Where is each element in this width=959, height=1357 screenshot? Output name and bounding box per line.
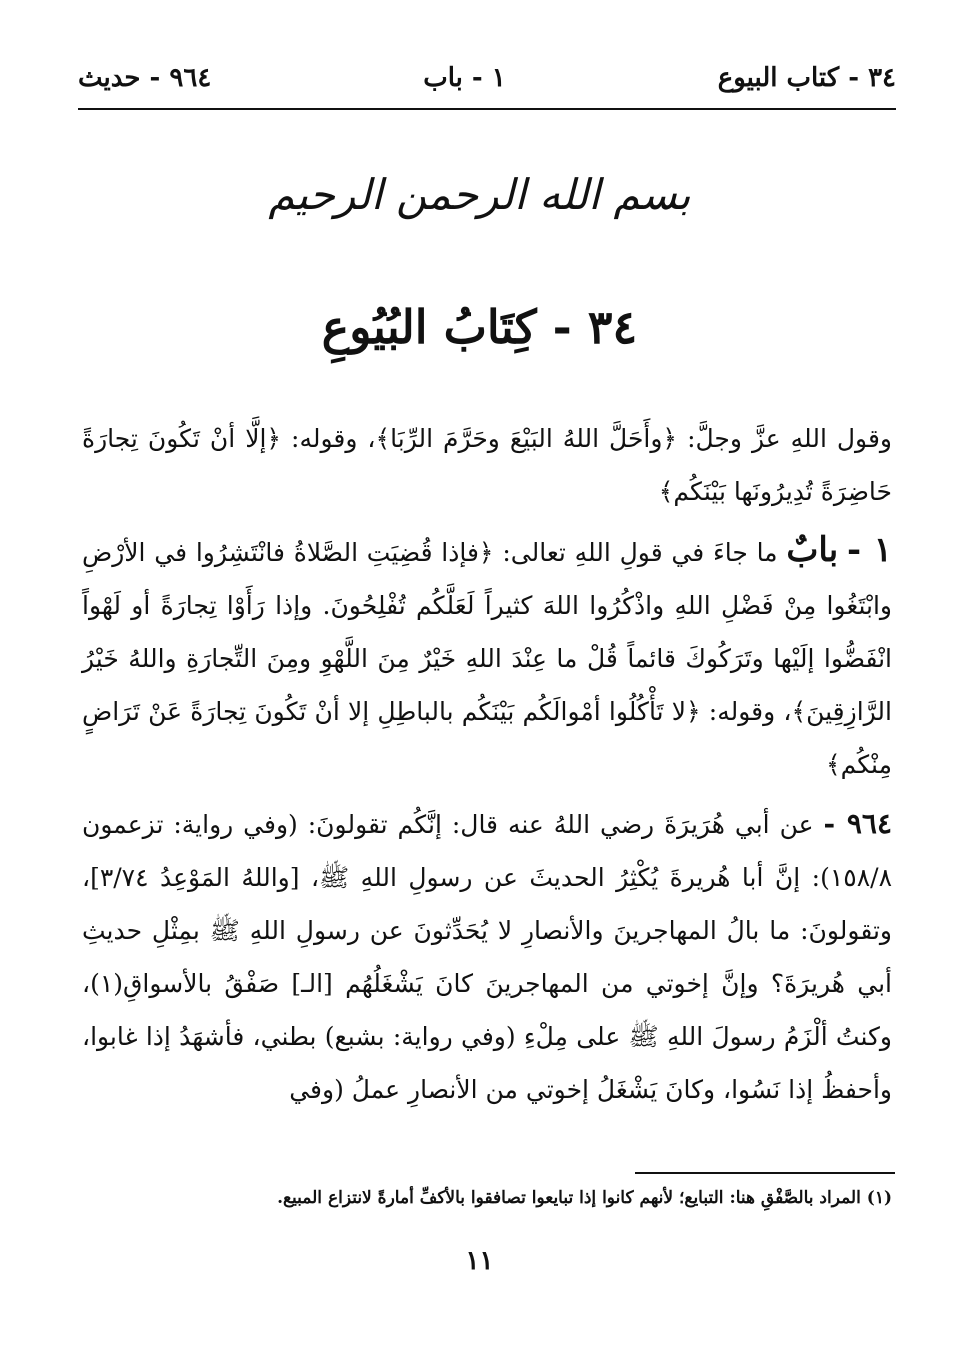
bab-number: ١ -: [846, 530, 892, 570]
running-header: [78, 58, 896, 98]
hadith-number: ٩٦٤ -: [823, 807, 893, 840]
bab-paragraph: [82, 524, 892, 791]
main-text: [82, 412, 892, 1122]
header-rule: [78, 108, 896, 110]
hadith-paragraph: [82, 797, 892, 1116]
page-number: ١١: [465, 1246, 494, 1276]
basmala-calligraphy: بسم الله الرحمن الرحيم: [268, 170, 691, 219]
bab-heading: بابٌ: [786, 530, 839, 570]
book-title: ٣٤ - كِتَابُ البُيُوعِ: [321, 300, 638, 354]
header-chapter: ١ - باب: [423, 63, 506, 93]
footnote-rule: [635, 1172, 895, 1174]
header-book-title: ٣٤ - كتاب البيوع: [717, 63, 896, 93]
hadith-text: عن أبي هُرَيرَةَ رضي اللهُ عنه قال: إنَّكُم تقولونَ: (وفي رواية: تزعمون ١٥٨/٨): إنَّ أبا هُريرةَ يُكْثِرُ الحديثَ عن رسولِ اللهِ ﷺ، [واللهُ المَوْعِدُ ٣/٧٤]، وتقولونَ: ما بالُ المهاجرينَ والأنصارِ لا يُحَدِّثونَ عن رسولِ اللهِ ﷺ بمِثْلِ حديثِ أبي هُريرَةَ؟ وإنَّ إخوتي من المهاجرينَ كانَ يَشْغَلُهُم [الـ] صَفْقُ بالأسواقِ(١)، وكنتُ ألْزَمُ رسولَ اللهِ ﷺ على مِلْءِ (وفي رواية: بشبع) بطني، فأشهَدُ إذا غابوا، وأحفظُ إذا نَسُوا، وكانَ يَشْغَلُ إخوتي من الأنصارِ عملُ (وفي: [82, 810, 892, 1104]
footnote: (١) المراد بالصَّفْقِ هنا: التبايع؛ لأنهم كانوا إذا تبايعوا تصافقوا بالأكفِّ أمارةً لانتزاع المبيع.: [277, 1188, 892, 1208]
bab-text: ما جاءَ في قولِ اللهِ تعالى: ﴿فإذا قُضِيَتِ الصَّلاةُ فانْتَشِرُوا في الأرْضِ وابْتَغُوا مِنْ فَضْلِ اللهِ واذْكُرُوا اللهَ كثيراً لَعَلَّكُم تُفْلِحُونَ. وإذا رَأَوْا تِجارَةً أو لَهْواً انْفَضُّوا إلَيْها وتَرَكُوكَ قائماً قُلْ ما عِنْدَ اللهِ خَيْرٌ مِنَ اللَّهْوِ ومِنَ التِّجارَةِ واللهُ خَيْرُ الرَّازِقِينَ﴾، وقوله: ﴿لا تَأْكُلُوا أمْوالَكُم بَيْنَكُم بالباطِلِ إلا أنْ تَكُونَ تِجارَةً عَنْ تَرَاضٍ مِنْكُم﴾: [82, 538, 892, 779]
intro-paragraph: وقول اللهِ عزَّ وجلَّ: ﴿وأَحَلَّ اللهُ البَيْعَ وحَرَّمَ الرِّبَا﴾، وقوله: ﴿إلَّا أنْ تَكُونَ تِجارَةً حَاضِرَةً تُدِيرُونَها بَيْنَكُم﴾: [82, 424, 892, 506]
header-hadith-number: ٩٦٤ - حديث: [78, 63, 212, 93]
